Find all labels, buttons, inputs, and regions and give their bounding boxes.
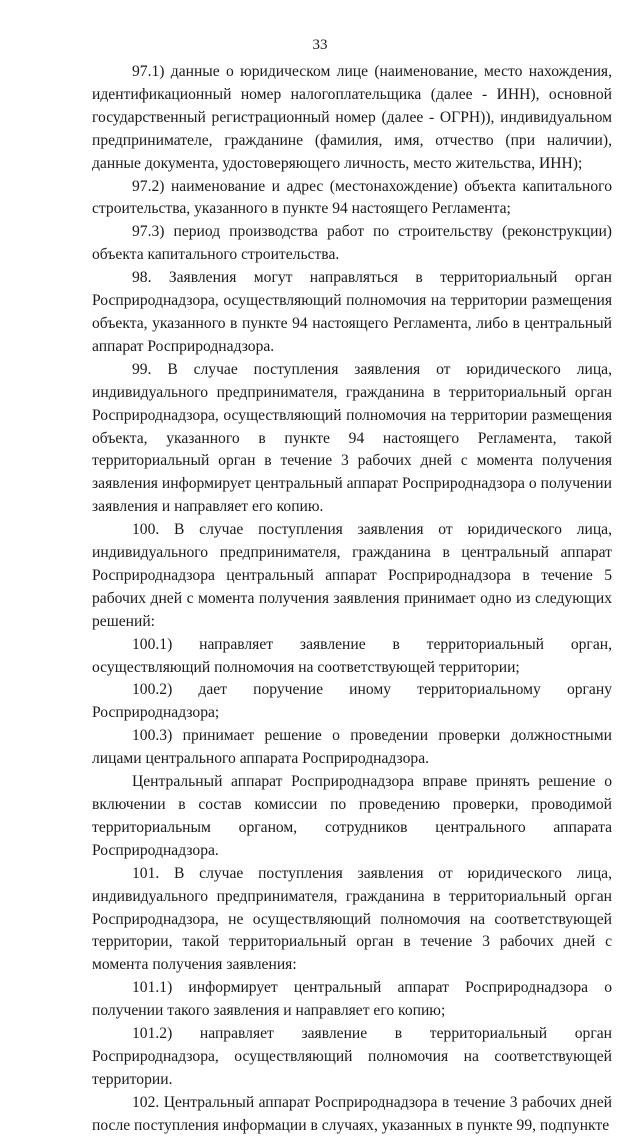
paragraph-97-3: 97.3) период производства работ по строительству (реконструкции) объекта капитального строительства.: [92, 223, 612, 264]
paragraph-100-3: 100.3) принимает решение о проведении проверки должностными лицами центрального аппарата Росприроднадзора.: [92, 727, 612, 768]
page-number: 33: [312, 37, 328, 53]
paragraph-100-2: 100.2) дает поручение иному территориальному органу Росприроднадзора;: [92, 681, 612, 722]
paragraph-100: 100. В случае поступления заявления от юридического лица, индивидуального предпринимателя, гражданина в центральный аппарат Росприроднадзора центральный аппарат Росприроднадзора в течение 5 рабочих дней с момента получения заявления принимает одно из следующих решений:: [92, 521, 612, 630]
paragraph-97-2: 97.2) наименование и адрес (местонахождение) объекта капитального строительства, указанного в пункте 94 настоящего Регламента;: [92, 177, 612, 218]
paragraph-101-2: 101.2) направляет заявление в территориальный орган Росприроднадзора, осуществляющий полномочия на соответствующей территории.: [92, 1025, 612, 1088]
paragraph-98: 98. Заявления могут направляться в территориальный орган Росприроднадзора, осуществляющий полномочия на территории размещения объекта, указанного в пункте 94 настоящего Регламента, либо в центральный аппарат Росприроднадзора.: [92, 269, 612, 355]
paragraph-101-1: 101.1) информирует центральный аппарат Росприроднадзора о получении такого заявления и направляет его копию;: [92, 979, 612, 1020]
paragraph-99: 99. В случае поступления заявления от юридического лица, индивидуального предпринимателя, гражданина в территориальный орган Росприроднадзора, осуществляющий полномочия на территории размещения объекта, указанного в пункте 94 настоящего Регламента, такой территориальный орган в течение 3 рабочих дней с момента получения заявления информирует центральный аппарат Росприроднадзора о получении заявления и направляет его копию.: [92, 360, 612, 516]
document-body: [92, 61, 612, 1138]
paragraph-102: 102. Центральный аппарат Росприроднадзора в течение 3 рабочих дней после поступления информации в случаях, указанных в пункте 99, подпункте: [92, 1093, 612, 1134]
paragraph-100-1: 100.1) направляет заявление в территориальный орган, осуществляющий полномочия на соответствующей территории;: [92, 635, 612, 676]
paragraph-97-1: 97.1) данные о юридическом лице (наименование, место нахождения, идентификационный номер налогоплательщика (далее - ИНН), основной государственный регистрационный номер (далее - ОГРН)), индивидуальном предпринимателе, гражданине (фамилия, имя, отчество (при наличии), данные документа, удостоверяющего личность, место жительства, ИНН);: [92, 63, 612, 172]
paragraph-101: 101. В случае поступления заявления от юридического лица, индивидуального предпринимателя, гражданина в территориальный орган Росприроднадзора, не осуществляющий полномочия на соответствующей территории, такой территориальный орган в течение 3 рабочих дней с момента получения заявления:: [92, 864, 612, 974]
paragraph-central-apparatus: Центральный аппарат Росприроднадзора вправе принять решение о включении в состав комиссии по проведению проверки, проводимой территориальным органом, сотрудников центрального аппарата Росприроднадзора.: [92, 773, 612, 859]
